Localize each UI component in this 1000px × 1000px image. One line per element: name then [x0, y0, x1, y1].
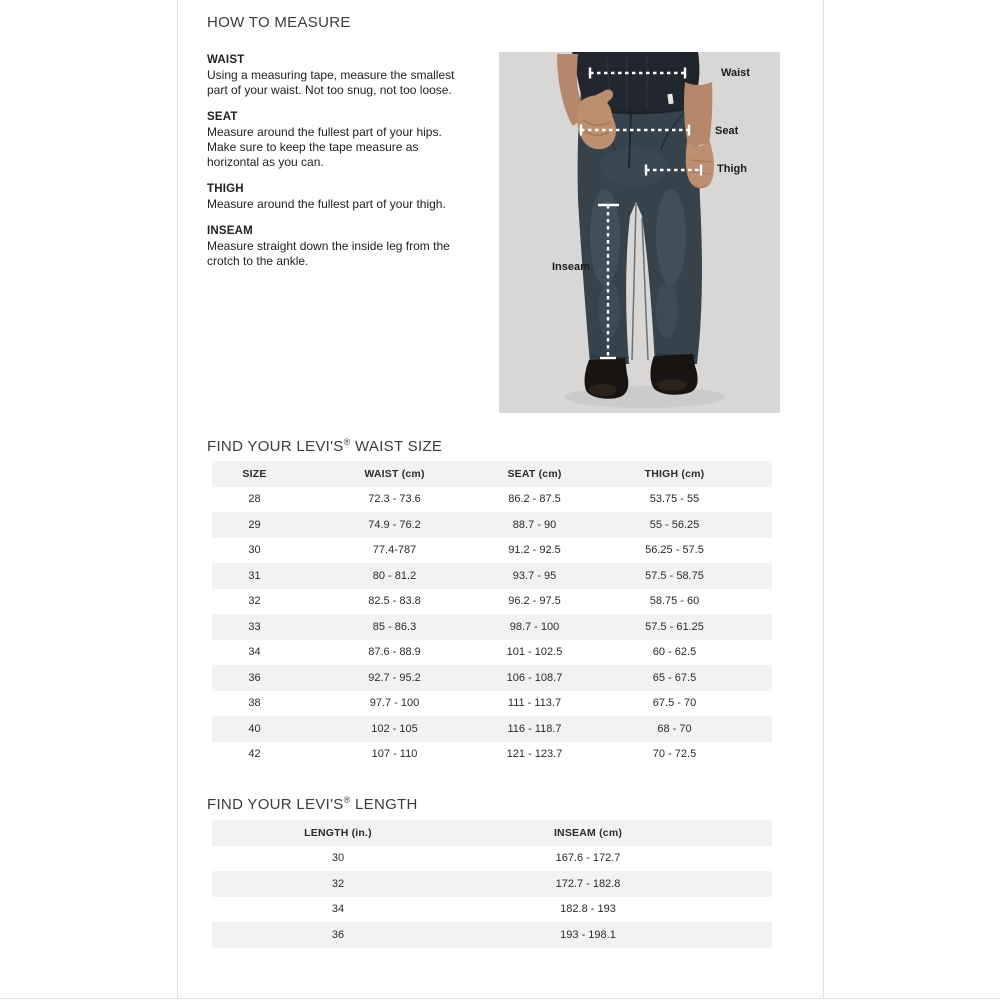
table-cell: 107 - 110 — [371, 748, 418, 761]
length-table — [212, 820, 772, 948]
table-cell: 96.2 - 97.5 — [508, 595, 561, 608]
table-cell: 65 - 67.5 — [652, 671, 697, 684]
table-row — [212, 512, 772, 538]
table-row — [212, 897, 772, 923]
table-cell: 72.3 - 73.6 — [368, 493, 421, 506]
table-cell: 77.4-787 — [372, 544, 417, 557]
length-table-title — [207, 795, 418, 813]
table-row — [212, 640, 772, 666]
measure-section-waist — [207, 53, 461, 98]
table-row — [212, 922, 772, 948]
table-cell: 58.75 - 60 — [649, 595, 700, 608]
table-cell: 182.8 - 193 — [560, 903, 616, 916]
table-cell: 106 - 108.7 — [506, 671, 563, 684]
table-header-row — [212, 461, 772, 487]
table-cell: 82.5 - 83.8 — [368, 595, 421, 608]
table-cell: 116 - 118.7 — [507, 722, 562, 735]
table-cell: 91.2 - 92.5 — [508, 544, 561, 557]
table-cell: 40 — [248, 722, 261, 735]
table-cell: 57.5 - 61.25 — [645, 620, 704, 633]
seat-section-heading: SEAT — [207, 111, 238, 123]
table-cell: 33 — [248, 620, 261, 633]
table-row — [212, 538, 772, 564]
table-cell: 70 - 72.5 — [652, 748, 697, 761]
table-cell: 34 — [331, 903, 345, 916]
table-row — [212, 665, 772, 691]
column-header: INSEAM (cm) — [553, 826, 623, 839]
measure-section-seat — [207, 110, 461, 170]
table-cell: 121 - 123.7 — [506, 748, 563, 761]
table-cell: 98.7 - 100 — [509, 620, 560, 633]
table-cell: 85 - 86.3 — [372, 620, 417, 633]
table-cell: 193 - 198.1 — [560, 928, 616, 941]
registered-mark: ® — [343, 437, 351, 447]
table-cell: 111 - 113.7 — [507, 697, 562, 710]
waist-size-table — [212, 461, 772, 767]
table-cell: 53.75 - 55 — [649, 493, 700, 506]
table-cell: 36 — [331, 928, 345, 941]
how-to-measure-section — [207, 14, 461, 269]
table-cell: 97.7 - 100 — [369, 697, 420, 710]
table-cell: 42 — [248, 748, 261, 761]
title-text: LENGTH — [350, 796, 418, 813]
title-text: WAIST SIZE — [350, 438, 443, 455]
content-right-border — [823, 0, 824, 998]
table-row — [212, 716, 772, 742]
how-to-measure-title: HOW TO MEASURE — [207, 14, 351, 31]
table-cell: 172.7 - 182.8 — [555, 877, 621, 890]
registered-mark: ® — [343, 795, 351, 805]
table-row — [212, 614, 772, 640]
table-cell: 101 - 102.5 — [506, 646, 563, 659]
table-cell: 32 — [248, 595, 261, 608]
table-row — [212, 871, 772, 897]
table-cell: 57.5 - 58.75 — [645, 569, 704, 582]
seat-section-body: Measure around the fullest part of your hips. Make sure to keep the tape measure as horizontal as you can. — [207, 125, 442, 169]
seat-measure-label: Seat — [715, 125, 739, 137]
table-cell: 74.9 - 76.2 — [368, 518, 421, 531]
column-header: LENGTH (in.) — [304, 826, 372, 839]
table-row — [212, 487, 772, 513]
inseam-measure-label: Inseam — [552, 261, 590, 273]
table-row — [212, 563, 772, 589]
table-row — [212, 846, 772, 872]
table-cell: 88.7 - 90 — [512, 518, 557, 531]
table-header-row — [212, 820, 772, 846]
measurement-photo — [499, 52, 780, 413]
table-row — [212, 691, 772, 717]
table-cell: 31 — [248, 569, 261, 582]
inseam-section-heading: INSEAM — [207, 225, 253, 237]
title-text: FIND YOUR LEVI'S — [207, 438, 344, 455]
table-cell: 102 - 105 — [371, 722, 418, 735]
column-header: SEAT (cm) — [507, 467, 562, 480]
table-cell: 93.7 - 95 — [512, 569, 557, 582]
column-header: SIZE — [242, 467, 267, 480]
table-cell: 32 — [331, 877, 345, 890]
table-cell: 87.6 - 88.9 — [368, 646, 421, 659]
table-cell: 30 — [248, 544, 261, 557]
waist-size-table-title — [207, 437, 442, 455]
table-cell: 80 - 81.2 — [372, 569, 417, 582]
waist-section-heading: WAIST — [207, 54, 245, 66]
thigh-section-heading: THIGH — [207, 183, 244, 195]
table-cell: 55 - 56.25 — [649, 518, 700, 531]
table-cell: 38 — [248, 697, 261, 710]
content-left-border — [177, 0, 178, 998]
measure-section-thigh — [207, 182, 461, 212]
table-cell: 30 — [331, 852, 345, 865]
waist-section-body: Using a measuring tape, measure the smallest part of your waist. Not too snug, not too loose. — [207, 68, 455, 97]
table-row — [212, 589, 772, 615]
table-cell: 36 — [248, 671, 261, 684]
inseam-section-body: Measure straight down the inside leg from the crotch to the ankle. — [207, 239, 450, 268]
table-cell: 56.25 - 57.5 — [645, 544, 704, 557]
table-cell: 34 — [248, 646, 261, 659]
table-cell: 28 — [248, 493, 261, 506]
table-cell: 167.6 - 172.7 — [555, 852, 621, 865]
table-cell: 29 — [248, 518, 261, 531]
table-cell: 67.5 - 70 — [652, 697, 697, 710]
column-header: WAIST (cm) — [364, 467, 425, 480]
table-row — [212, 742, 772, 768]
waist-measure-label: Waist — [721, 67, 750, 79]
table-cell: 60 - 62.5 — [652, 646, 697, 659]
table-cell: 92.7 - 95.2 — [368, 671, 421, 684]
model-illustration — [499, 52, 780, 413]
thigh-section-body: Measure around the fullest part of your thigh. — [207, 197, 446, 211]
column-header: THIGH (cm) — [644, 467, 705, 480]
thigh-measure-label: Thigh — [717, 163, 747, 175]
page-bottom-border — [0, 998, 1000, 999]
table-cell: 68 - 70 — [657, 722, 692, 735]
table-cell: 86.2 - 87.5 — [508, 493, 561, 506]
measure-section-inseam — [207, 224, 461, 269]
title-text: FIND YOUR LEVI'S — [207, 796, 344, 813]
